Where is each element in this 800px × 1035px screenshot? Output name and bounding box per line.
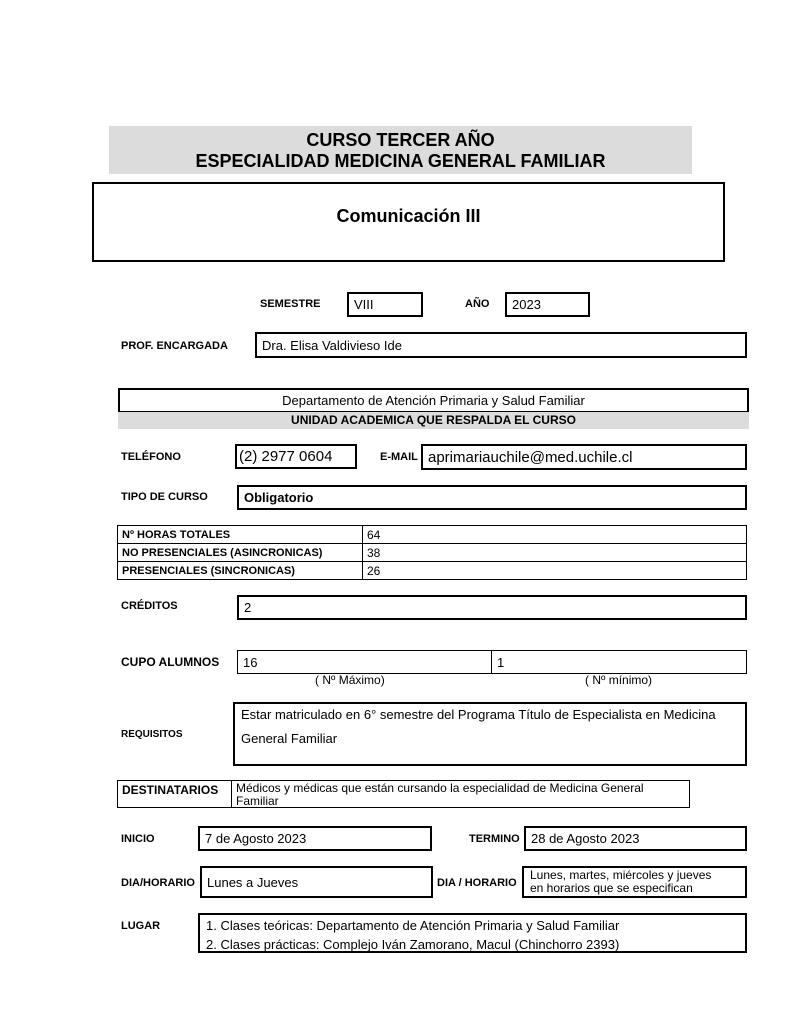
- profesor-label: PROF. ENCARGADA: [121, 340, 228, 352]
- inicio-label: INICIO: [121, 833, 155, 845]
- email-value: aprimariauchile@med.uchile.cl: [428, 448, 633, 466]
- semestre-value: VIII: [354, 297, 374, 312]
- requisitos-line-2: General Familiar: [241, 731, 338, 746]
- inicio-value: 7 de Agosto 2023: [205, 831, 307, 846]
- course-title: Comunicación III: [336, 206, 481, 226]
- table-row: [118, 544, 747, 562]
- email-field[interactable]: [421, 444, 747, 470]
- cupo-max-value: 16: [243, 654, 258, 670]
- dia-horario-2-line-2: en horarios que se especifican: [530, 881, 693, 895]
- header-line-1: CURSO TERCER AÑO: [306, 130, 495, 150]
- cupo-min-field[interactable]: [491, 650, 747, 674]
- lugar-field[interactable]: [198, 913, 747, 953]
- dia-horario-1-value: Lunes a Jueves: [207, 874, 299, 890]
- hours-value: 38: [363, 544, 747, 562]
- tipo-curso-field[interactable]: [237, 485, 747, 510]
- semestre-field[interactable]: [347, 292, 423, 317]
- hours-value: 64: [363, 526, 747, 544]
- anio-value: 2023: [512, 297, 541, 312]
- hours-label: NO PRESENCIALES (ASINCRONICAS): [118, 544, 363, 562]
- telefono-field[interactable]: [235, 444, 357, 469]
- table-row: [118, 526, 747, 544]
- cupo-max-field[interactable]: [237, 650, 492, 674]
- profesor-value: Dra. Elisa Valdivieso Ide: [262, 337, 402, 353]
- cupo-min-value: 1: [497, 654, 505, 670]
- termino-label: TERMINO: [469, 833, 520, 845]
- destinatarios-label-box: [117, 780, 231, 808]
- termino-value: 28 de Agosto 2023: [531, 831, 640, 846]
- creditos-value: 2: [244, 600, 252, 615]
- telefono-value: (2) 2977 0604: [239, 448, 333, 465]
- hours-label: PRESENCIALES (SINCRONICAS): [118, 562, 363, 580]
- dia-horario-1-label: DIA/HORARIO: [121, 877, 195, 889]
- requisitos-label: REQUISITOS: [121, 729, 183, 740]
- list-item: 1. Clases teóricas: Departamento de Atención Primaria y Salud Familiar: [206, 918, 620, 933]
- requisitos-field[interactable]: [233, 702, 747, 766]
- destinatarios-field[interactable]: [231, 780, 690, 808]
- telefono-label: TELÉFONO: [121, 451, 181, 463]
- destinatarios-label: DESTINATARIOS: [122, 783, 219, 797]
- hours-label: Nº HORAS TOTALES: [118, 526, 363, 544]
- anio-field[interactable]: [505, 292, 590, 317]
- course-title-box: [92, 182, 725, 262]
- inicio-field[interactable]: [198, 826, 432, 851]
- tipo-curso-value: Obligatorio: [244, 490, 314, 505]
- anio-label: AÑO: [465, 298, 490, 310]
- semestre-label: SEMESTRE: [260, 298, 321, 310]
- header-line-2: ESPECIALIDAD MEDICINA GENERAL FAMILIAR: [195, 151, 606, 171]
- dia-horario-1-field[interactable]: [200, 866, 433, 898]
- hours-table: [117, 525, 747, 580]
- table-row: [118, 562, 747, 580]
- dia-horario-2-field[interactable]: [522, 866, 747, 898]
- dia-horario-2-label: DIA / HORARIO: [437, 877, 517, 889]
- cupo-max-note: ( Nº Máximo): [315, 673, 385, 687]
- lugar-label: LUGAR: [121, 920, 161, 932]
- destinatarios-line-2: Familiar: [236, 794, 279, 808]
- creditos-label: CRÉDITOS: [121, 600, 178, 612]
- dia-horario-2-line-1: Lunes, martes, miércoles y jueves: [530, 868, 712, 882]
- unidad-label: UNIDAD ACADEMICA QUE RESPALDA EL CURSO: [118, 412, 749, 429]
- termino-field[interactable]: [524, 826, 747, 851]
- requisitos-line-1: Estar matriculado en 6° semestre del Programa Título de Especialista en Medicina: [241, 707, 716, 722]
- cupo-label: CUPO ALUMNOS: [121, 655, 220, 669]
- unidad-field[interactable]: [118, 388, 749, 413]
- unidad-value: Departamento de Atención Primaria y Salud Familiar: [282, 393, 585, 408]
- cupo-min-note: ( Nº mínimo): [585, 673, 653, 687]
- document-header: [109, 126, 692, 174]
- creditos-field[interactable]: [237, 595, 747, 620]
- lugar-list: [206, 916, 739, 954]
- hours-value: 26: [363, 562, 747, 580]
- list-item: 2. Clases prácticas: Complejo Iván Zamorano, Macul (Chinchorro 2393): [206, 937, 620, 952]
- profesor-field[interactable]: [255, 332, 747, 358]
- tipo-curso-label: TIPO DE CURSO: [121, 491, 208, 503]
- email-label: E-MAIL: [380, 451, 418, 463]
- destinatarios-line-1: Médicos y médicas que están cursando la especialidad de Medicina General: [236, 781, 644, 795]
